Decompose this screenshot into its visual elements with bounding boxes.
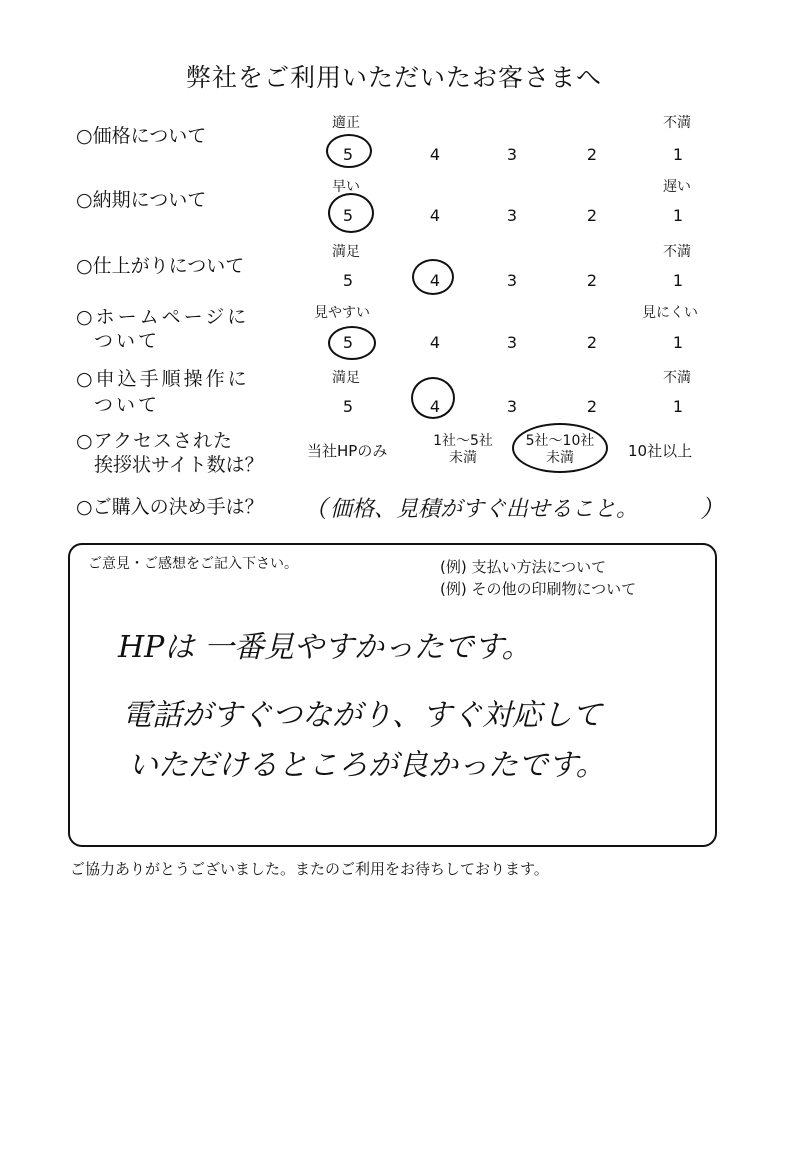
question-delivery: ○納期について <box>76 189 207 211</box>
question-homepage-line2: ついて <box>94 330 161 352</box>
price-option-2[interactable]: 2 <box>586 145 598 164</box>
homepage-option-4[interactable]: 4 <box>429 333 441 352</box>
question-access-line2: 挨拶状サイト数は？ <box>94 454 264 476</box>
price-option-5[interactable]: 5 <box>342 145 354 164</box>
access-circle-mark <box>512 423 608 473</box>
access-option-5-10-line1: 5社～10社 <box>525 433 595 449</box>
delivery-option-5[interactable]: 5 <box>342 206 354 225</box>
comment-prompt: ご意見・ご感想をご記入下さい。 <box>88 556 298 572</box>
finish-option-4[interactable]: 4 <box>429 271 441 290</box>
finish-option-5[interactable]: 5 <box>342 271 354 290</box>
access-option-own-hp[interactable]: 当社HPのみ <box>307 442 388 460</box>
delivery-low-label: 遅い <box>663 179 691 195</box>
homepage-option-3[interactable]: 3 <box>506 333 518 352</box>
decision-answer: 価格、見積がすぐ出せること。 <box>330 497 639 522</box>
question-procedure-line2: ついて <box>94 394 161 416</box>
homepage-option-2[interactable]: 2 <box>586 333 598 352</box>
price-circle-mark <box>326 134 372 168</box>
delivery-option-2[interactable]: 2 <box>586 206 598 225</box>
access-option-1-5-line1: 1社～5社 <box>433 433 493 449</box>
procedure-option-4[interactable]: 4 <box>429 397 441 416</box>
homepage-option-5[interactable]: 5 <box>342 333 354 352</box>
decision-close-paren: ） <box>700 495 724 523</box>
question-decision: ○ご購入の決め手は？ <box>76 496 264 518</box>
homepage-low-label: 見にくい <box>642 305 698 321</box>
access-option-1-5-line2: 未満 <box>449 450 477 466</box>
finish-circle-mark <box>412 259 454 295</box>
procedure-circle-mark <box>411 377 455 419</box>
question-price: ○価格について <box>76 125 207 147</box>
procedure-high-label: 満足 <box>332 370 360 386</box>
price-option-3[interactable]: 3 <box>506 145 518 164</box>
finish-option-2[interactable]: 2 <box>586 271 598 290</box>
delivery-option-4[interactable]: 4 <box>429 206 441 225</box>
question-procedure: ○申込手順操作に <box>76 368 250 390</box>
question-homepage: ○ホームページに <box>76 306 250 328</box>
question-access: ○アクセスされた <box>76 430 234 452</box>
access-option-1-5[interactable] <box>424 433 502 467</box>
comment-example-2: (例) その他の印刷物について <box>440 580 637 598</box>
finish-option-3[interactable]: 3 <box>506 271 518 290</box>
price-option-4[interactable]: 4 <box>429 145 441 164</box>
procedure-option-3[interactable]: 3 <box>506 397 518 416</box>
decision-open-paren: （ <box>303 495 327 523</box>
comment-example-1: (例) 支払い方法について <box>440 558 607 576</box>
procedure-low-label: 不満 <box>663 370 691 386</box>
procedure-option-2[interactable]: 2 <box>586 397 598 416</box>
comment-line-1: HPは 一番見やすかったです。 <box>118 630 532 665</box>
finish-low-label: 不満 <box>663 244 691 260</box>
comment-line-2: 電話がすぐつながり、すぐ対応して <box>122 698 602 733</box>
delivery-option-3[interactable]: 3 <box>506 206 518 225</box>
delivery-option-1[interactable]: 1 <box>672 206 684 225</box>
footer-thanks: ご協力ありがとうございました。またのご利用をお待ちしております。 <box>70 860 549 878</box>
page-title: 弊社をご利用いただいたお客さまへ <box>185 63 602 92</box>
access-option-5-10-line2: 未満 <box>546 450 574 466</box>
price-high-label: 適正 <box>332 115 360 131</box>
price-low-label: 不満 <box>663 115 691 131</box>
price-option-1[interactable]: 1 <box>672 145 684 164</box>
access-option-10-plus[interactable]: 10社以上 <box>628 442 693 460</box>
comment-line-3: いただけるところが良かったです。 <box>128 748 606 783</box>
delivery-circle-mark <box>328 193 374 233</box>
procedure-option-5[interactable]: 5 <box>342 397 354 416</box>
question-finish: ○仕上がりについて <box>76 255 245 277</box>
finish-high-label: 満足 <box>332 244 360 260</box>
finish-option-1[interactable]: 1 <box>672 271 684 290</box>
homepage-high-label: 見やすい <box>314 305 370 321</box>
procedure-option-1[interactable]: 1 <box>672 397 684 416</box>
delivery-high-label: 早い <box>332 179 360 195</box>
homepage-option-1[interactable]: 1 <box>672 333 684 352</box>
homepage-circle-mark <box>328 326 376 360</box>
